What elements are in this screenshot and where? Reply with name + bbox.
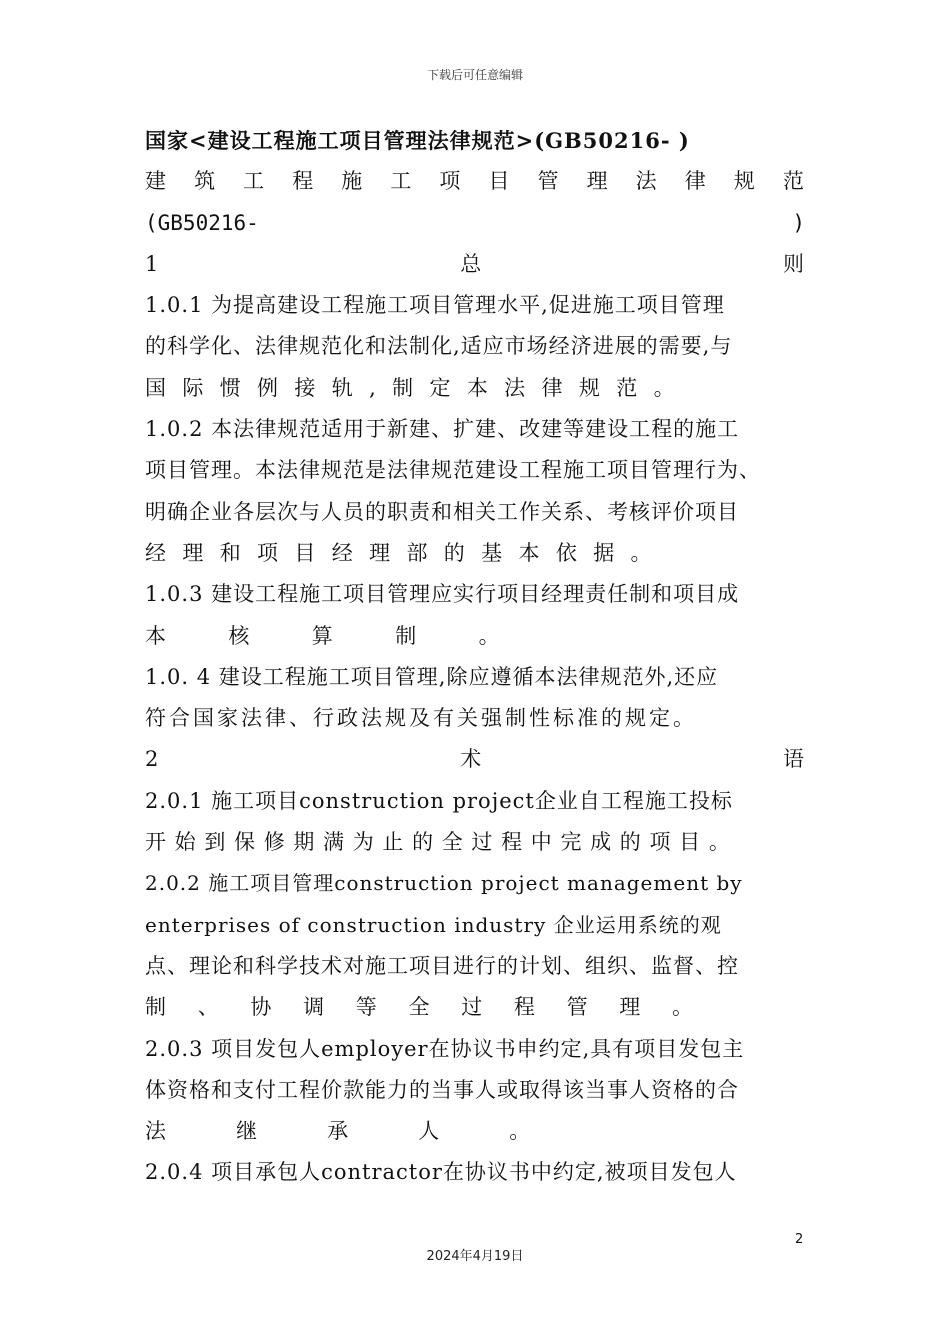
section-1-heading [145,244,805,285]
paragraph-line: 经 理 和 项 目 经 理 部 的 基 本 依 据 。 [145,540,653,565]
page-footer-date: 2024年4月19日 [426,1249,524,1264]
document-body [145,120,805,1194]
paragraph-line: 符合国家法律、行政法规及有关强制性标准的规定。 [145,706,697,731]
paragraph-line: enterprises of construction industry 企业运用系统的观 [145,912,722,937]
subtitle-char: 律 [684,169,707,194]
subtitle-char: 程 [292,169,315,194]
paragraph-line: 本 核 算 制 。 [145,623,501,648]
subtitle-code: (GB50216- [145,210,259,235]
paragraph-line: 2.0.4 项目承包人contractor在协议书中约定,被项目发包人 [145,1160,737,1185]
section-2-heading [145,739,805,780]
page-header: 下载后可任意编辑 [426,68,523,82]
section-number: 1 [145,251,160,276]
subtitle-line-2 [145,203,805,244]
subtitle-char: 管 [537,169,560,194]
subtitle-char: 筑 [194,169,217,194]
paragraph-line: 的科学化、法律规范化和法制化,适应市场经济进展的需要,与 [145,334,733,359]
paragraph-line: 1.0.1 为提高建设工程施工项目管理水平,促进施工项目管理 [145,293,725,318]
subtitle-char: 工 [243,169,266,194]
paragraph-line: 2.0.2 施工项目管理construction project management by [145,871,743,896]
subtitle-char: 施 [341,169,364,194]
paragraph-line: 开 始 到 保 修 期 满 为 止 的 全 过 程 中 完 成 的 项 目 。 [145,830,731,855]
paragraph-line: 2.0.1 施工项目construction project企业自工程施工投标 [145,788,733,813]
paragraph-line: 项目管理。本法律规范是法律规范建设工程施工项目管理行为、 [145,458,761,483]
page-number: 2 [795,1232,804,1247]
paragraph-line: 点、理论和科学技术对施工项目进行的计划、组织、监督、控 [145,953,739,978]
subtitle-line-1 [145,161,805,202]
paragraph-line: 法 继 承 人 。 [145,1119,532,1144]
subtitle-char: 规 [733,169,756,194]
section-title: 总 [460,251,483,276]
paragraph-line: 1.0.2 本法律规范适用于新建、扩建、改建等建设工程的施工 [145,417,740,442]
paragraph-line: 1.0. 4 建设工程施工项目管理,除应遵循本法律规范外,还应 [145,664,719,689]
paragraph-line: 国 际 惯 例 接 轨 , 制 定 本 法 律 规 范 。 [145,375,676,400]
subtitle-char: 法 [635,169,658,194]
paragraph-line: 明确企业各层次与人员的职责和相关工作关系、考核评价项目 [145,499,739,524]
subtitle-char: 建 [145,169,167,194]
subtitle-char: 目 [488,169,511,194]
paragraph-line: 2.0.3 项目发包人employer在协议书申约定,具有项目发包主 [145,1036,745,1061]
section-number: 2 [145,747,160,772]
section-title-end: 语 [783,747,805,772]
subtitle-paren: ) [792,210,805,235]
subtitle-char: 项 [439,169,462,194]
paragraph-line: 1.0.3 建设工程施工项目管理应实行项目经理责任制和项目成 [145,582,740,607]
paragraph-line: 制 、 协 调 等 全 过 程 管 理 。 [145,995,695,1020]
subtitle-char: 理 [586,169,609,194]
paragraph-line: 体资格和支付工程价款能力的当事人或取得该当事人资格的合 [145,1077,739,1102]
subtitle-char: 工 [390,169,413,194]
section-title-end: 则 [783,251,805,276]
document-title: 国家<建设工程施工项目管理法律规范>(GB50216- ) [145,128,690,153]
section-title: 术 [460,747,483,772]
subtitle-char: 范 [782,169,805,194]
